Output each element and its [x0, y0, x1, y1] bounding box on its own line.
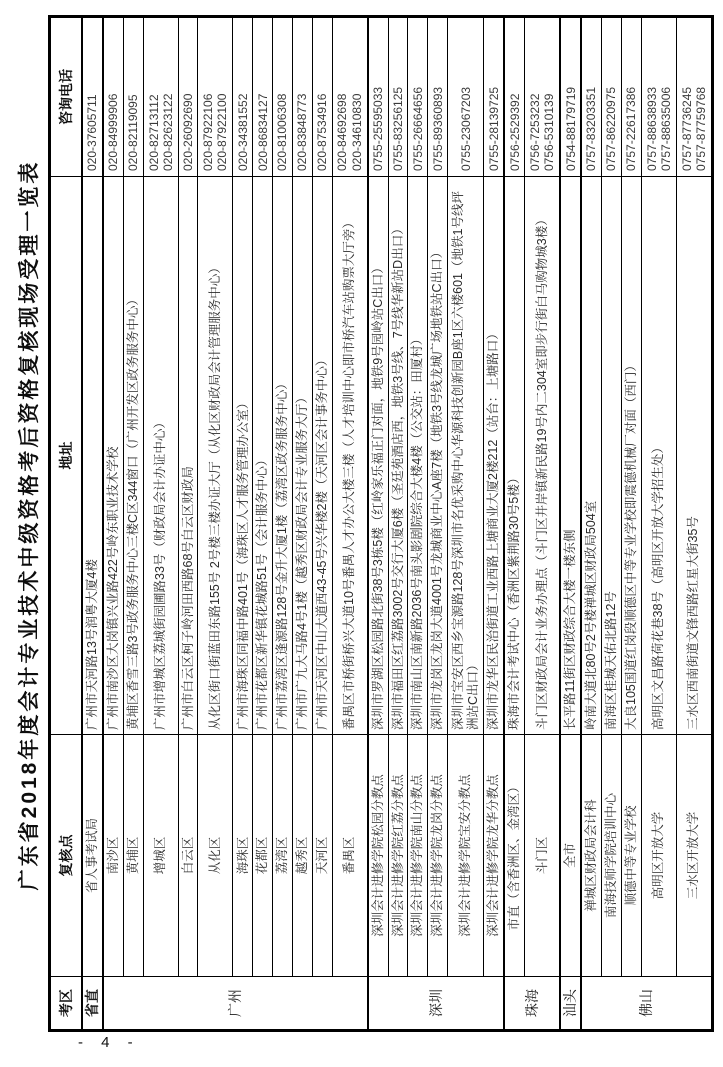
table-row — [368, 17, 388, 1031]
phone-cell — [676, 17, 712, 177]
table-row — [178, 17, 198, 1031]
table-row — [233, 17, 253, 1031]
table-row — [103, 17, 123, 1031]
phone-number: 0757-83203351 — [584, 86, 599, 171]
address-cell: 广州市花都区新华镇花城路51号（会计服务中心） — [253, 177, 273, 735]
phone-cell — [198, 17, 233, 177]
phone-number: 0757-87736245 — [679, 86, 694, 171]
rotated-document-block — [0, 18, 716, 1032]
address-cell: 广州市广九大马路4号1楼（越秀区财政局会计专业服务大厅） — [292, 177, 312, 735]
phone-cell — [368, 17, 388, 177]
phone-number: 020-34610830 — [349, 93, 364, 171]
review-point-cell: 省人事考试局 — [82, 735, 103, 977]
phone-cell — [504, 17, 524, 177]
address-cell: 番禺区市桥街桥兴大道10号番禺人才办公大楼三楼（人才培训中心即市桥汽车站购票大厅旁） — [332, 177, 368, 735]
review-point-cell: 顺德中等专业学校 — [621, 735, 641, 977]
phone-number: 020-87922106 — [201, 93, 216, 171]
review-point-cell: 斗门区 — [525, 735, 561, 977]
phone-number: 020-82623122 — [160, 93, 175, 171]
header-phone: 咨询电话 — [50, 17, 83, 177]
address-cell: 深圳市福田区红荔路3002号交行大厦6楼（圣廷苑酒店西，地铁3号线、7号线华新站D出口） — [388, 177, 408, 735]
phone-cell — [388, 17, 408, 177]
table-row — [82, 17, 103, 1031]
review-point-cell: 深圳会计进修学院龙岗分教点 — [428, 735, 448, 977]
address-cell: 高明区文昌路荷花巷38号（高明区开放大学招生处） — [641, 177, 676, 735]
phone-number: 0756-5310139 — [542, 93, 557, 171]
review-point-cell: 黄埔区 — [123, 735, 143, 977]
phone-number: 020-86834127 — [255, 93, 270, 171]
table-row — [621, 17, 641, 1031]
phone-number: 020-26092690 — [180, 93, 195, 171]
phone-number: 020-37605711 — [85, 94, 100, 171]
phone-cell — [641, 17, 676, 177]
table-row — [484, 17, 504, 1031]
address-cell: 深圳市罗湖区松园路北街38号3栋5楼（红岭家乐福正门对面，地铁9号园岭站C出口） — [368, 177, 388, 735]
address-cell: 斗门区财政局会计业务办理点（斗门区井岸镇新民路19号内二304室即步行街白马购物城3楼） — [525, 177, 561, 735]
review-point-cell: 高明区开放大学 — [641, 735, 676, 977]
phone-cell — [292, 17, 312, 177]
table-row — [525, 17, 561, 1031]
review-point-cell: 禅城区财政局会计科 — [581, 735, 601, 977]
table-row — [388, 17, 408, 1031]
table-row — [602, 17, 622, 1031]
page-number: - 4 - — [78, 1034, 140, 1051]
table-row — [560, 17, 581, 1031]
phone-number: 020-82713112 — [146, 94, 161, 171]
address-cell: 广州市海珠区同福中路401号（海珠区人才服务管理办公室） — [233, 177, 253, 735]
table-row — [641, 17, 676, 1031]
review-point-cell: 番禺区 — [332, 735, 368, 977]
address-cell: 深圳市龙华区民治街道工业西路上塘商业大厦2楼212（站台：上塘路口） — [484, 177, 504, 735]
phone-number: 0755-89360893 — [430, 86, 445, 171]
phone-cell — [621, 17, 641, 177]
table-row — [504, 17, 524, 1031]
table-row — [312, 17, 332, 1031]
table-row — [676, 17, 712, 1031]
review-point-cell: 全市 — [560, 735, 581, 977]
region-cell: 珠海 — [504, 977, 560, 1031]
table-row — [428, 17, 448, 1031]
phone-number: 0756-2529392 — [507, 93, 522, 171]
review-point-cell: 花都区 — [253, 735, 273, 977]
review-point-cell: 深圳会计进修学院松园分教点 — [368, 735, 388, 977]
phone-cell — [602, 17, 622, 177]
phone-number: 0757-88635006 — [658, 86, 673, 171]
phone-cell — [103, 17, 123, 177]
table-row — [408, 17, 428, 1031]
phone-number: 020-34381552 — [235, 93, 250, 171]
phone-number: 020-87922100 — [215, 93, 230, 171]
address-cell: 广州市荔湾区逢源路128号金升大厦1楼（荔湾区政务服务中心） — [273, 177, 293, 735]
phone-cell — [273, 17, 293, 177]
phone-cell — [408, 17, 428, 177]
review-point-cell: 增城区 — [143, 735, 178, 977]
review-table-body — [82, 17, 713, 1031]
phone-number: 0754-88179719 — [563, 86, 578, 171]
phone-number: 020-84692698 — [335, 93, 350, 171]
phone-number: 0756-7253232 — [527, 93, 542, 171]
phone-number: 0757-22617386 — [624, 86, 639, 171]
review-point-cell: 越秀区 — [292, 735, 312, 977]
table-row — [143, 17, 178, 1031]
phone-number: 0755-25595033 — [371, 86, 386, 171]
address-cell: 珠海市会计考试中心（香洲区紫荆路30号5楼） — [504, 177, 524, 735]
address-cell: 黄埔区香雪三路3号政务服务中心三楼C区344窗口（广州开发区政务服务中心） — [123, 177, 143, 735]
phone-cell — [123, 17, 143, 177]
table-row — [448, 17, 484, 1031]
table-row — [292, 17, 312, 1031]
review-point-cell: 市直（含香洲区、金湾区） — [504, 735, 524, 977]
phone-cell — [560, 17, 581, 177]
address-cell: 深圳市宝安区西乡宝源路128号深圳市名优采购中心华源科技创新园B座1区六楼601（地铁1号线坪洲站C出口） — [448, 177, 484, 735]
phone-number: 0755-26664656 — [410, 86, 425, 171]
phone-number: 020-87534916 — [315, 93, 330, 171]
table-row — [332, 17, 368, 1031]
review-point-cell: 深圳会计进修学院宝安分教点 — [448, 735, 484, 977]
review-point-cell: 从化区 — [198, 735, 233, 977]
phone-number: 0755-83256125 — [390, 86, 405, 171]
review-point-cell: 深圳会计进修学院龙华分教点 — [484, 735, 504, 977]
address-cell: 从化区街口街蓝田东路155号 2号楼三楼办证大厅（从化区财政局会计管理服务中心） — [198, 177, 233, 735]
phone-number: 020-83848773 — [295, 93, 310, 171]
phone-cell — [484, 17, 504, 177]
review-point-cell: 天河区 — [312, 735, 332, 977]
header-address: 地址 — [50, 177, 83, 735]
review-point-cell: 深圳会计进修学院南山分教点 — [408, 735, 428, 977]
address-cell: 大良105国道红岗段顺德区中等专业学校即震德机械厂对面（西门） — [621, 177, 641, 735]
page-title: 广东省2018年度会计专业技术中级资格考后资格复核现场受理一览表 — [18, 159, 41, 891]
review-point-cell: 三水区开放大学 — [676, 735, 712, 977]
address-cell: 深圳市南山区南新路2036号南头影剧院综合大楼4楼（公交站：田厦村） — [408, 177, 428, 735]
address-cell: 南海区桂城天佑北路12号 — [602, 177, 622, 735]
phone-number: 020-82119095 — [126, 94, 141, 171]
address-cell: 广州市天河路13号润粤大厦4楼 — [82, 177, 103, 735]
region-cell: 广州 — [103, 977, 368, 1031]
phone-cell — [448, 17, 484, 177]
region-cell: 省直 — [82, 977, 103, 1031]
phone-number: 020-81006308 — [275, 93, 290, 171]
phone-cell — [143, 17, 178, 177]
table-row — [581, 17, 601, 1031]
review-point-cell: 白云区 — [178, 735, 198, 977]
table-row — [198, 17, 233, 1031]
phone-number: 020-84999906 — [106, 93, 121, 171]
address-cell: 三水区西南街道文锋西路红星大街35号 — [676, 177, 712, 735]
review-point-cell: 荔湾区 — [273, 735, 293, 977]
review-table — [48, 15, 714, 1032]
phone-number: 0755-28139725 — [486, 86, 501, 171]
review-point-cell: 海珠区 — [233, 735, 253, 977]
table-row — [273, 17, 293, 1031]
phone-number: 0757-87759768 — [693, 86, 708, 171]
phone-cell — [178, 17, 198, 177]
review-point-cell: 深圳会计进修学院红荔分教点 — [388, 735, 408, 977]
review-point-cell: 南沙区 — [103, 735, 123, 977]
address-cell: 广州市天河区中山大道西43-45号兴华楼2楼（天河区会计事务中心） — [312, 177, 332, 735]
header-region: 考区 — [50, 977, 83, 1031]
address-cell: 广州市增城区荔城街园圃路33号（财政局会计办证中心） — [143, 177, 178, 735]
phone-cell — [312, 17, 332, 177]
header-row — [50, 17, 83, 1031]
phone-number: 0757-86220975 — [604, 86, 619, 171]
phone-number: 0757-88638933 — [644, 86, 659, 171]
region-cell: 汕头 — [560, 977, 581, 1031]
review-table-header — [50, 17, 83, 1031]
address-cell: 长平路11街区财政综合大楼一楼东侧 — [560, 177, 581, 735]
address-cell: 深圳市龙岗区龙岗大道4001号龙城商业中心A座7楼（地铁3号线龙城广场地铁站C出口） — [428, 177, 448, 735]
table-row — [123, 17, 143, 1031]
phone-cell — [581, 17, 601, 177]
phone-number: 0755-23067203 — [458, 86, 473, 171]
phone-cell — [253, 17, 273, 177]
address-cell: 岭南大道北80号2号楼禅城区财政局504室 — [581, 177, 601, 735]
table-row — [253, 17, 273, 1031]
header-point: 复核点 — [50, 735, 83, 977]
phone-cell — [332, 17, 368, 177]
review-point-cell: 南海技师学院培训中心 — [602, 735, 622, 977]
phone-cell — [82, 17, 103, 177]
region-cell: 佛山 — [581, 977, 712, 1031]
phone-cell — [428, 17, 448, 177]
phone-cell — [233, 17, 253, 177]
phone-cell — [525, 17, 561, 177]
region-cell: 深圳 — [368, 977, 505, 1031]
address-cell: 广州市南沙区大岗镇兴业路422号岭东职业技术学校 — [103, 177, 123, 735]
address-cell: 广州市白云区柯子岭河田西路68号白云区财政局 — [178, 177, 198, 735]
